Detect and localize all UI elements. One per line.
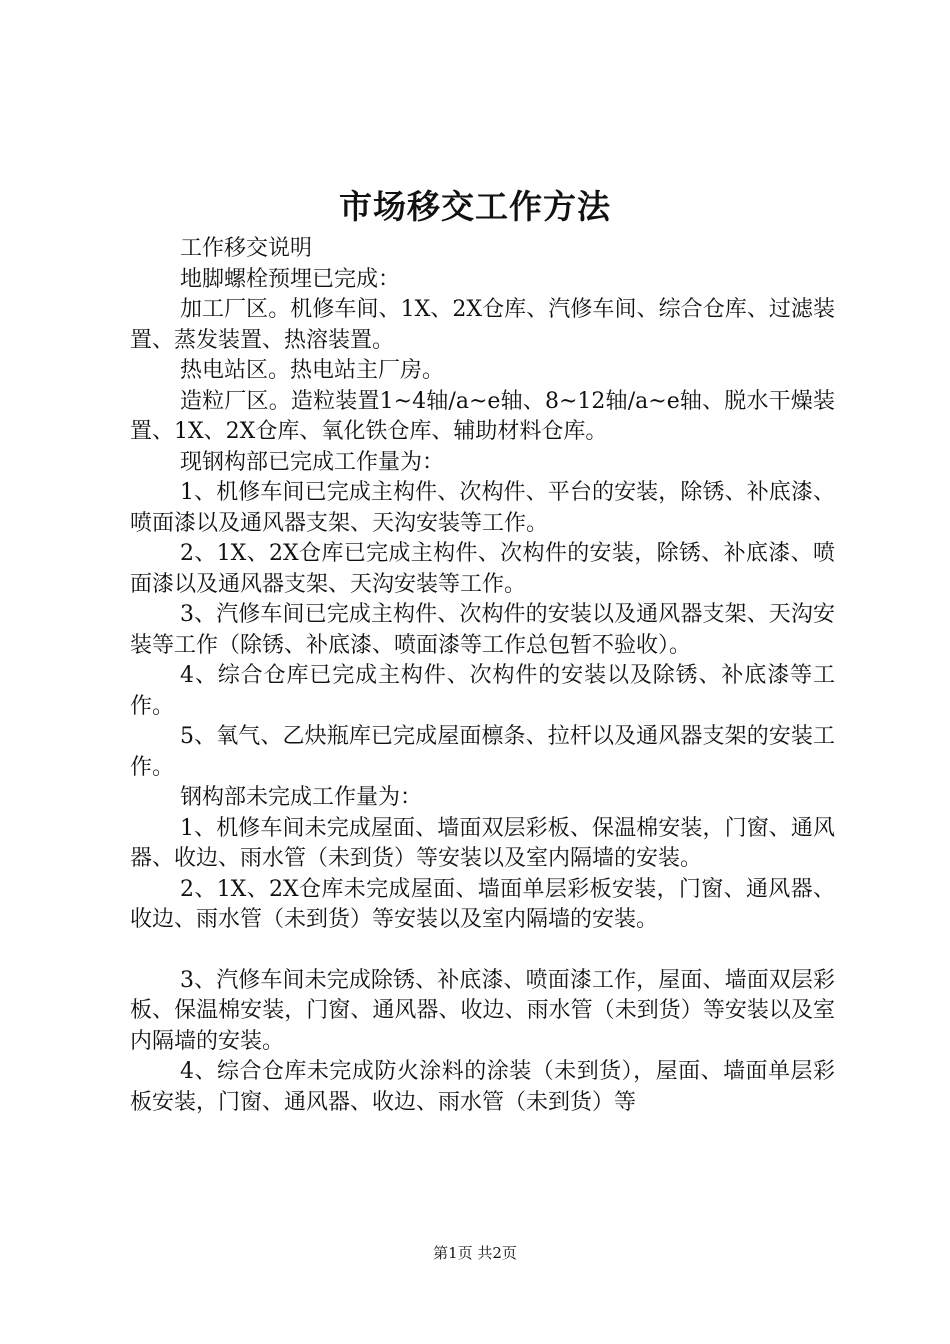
paragraph-processing-area: 加工厂区。机修车间、1X、2X仓库、汽修车间、综合仓库、过滤装置、蒸发装置、热溶装置。 [130, 297, 835, 353]
paragraph-incomplete-3: 3、汽修车间未完成除锈、补底漆、喷面漆工作，屋面、墙面双层彩板、保温棉安装，门窗、通风器、收边、雨水管（未到货）等安装以及室内隔墙的安装。 [130, 967, 835, 1054]
paragraph-incomplete-4: 4、综合仓库未完成防火涂料的涂装（未到货），屋面、墙面单层彩板安装，门窗、通风器、收边、雨水管（未到货）等 [130, 1059, 835, 1115]
paragraph-spacer [130, 936, 835, 966]
paragraph-completed-heading: 现钢构部已完成工作量为： [180, 449, 445, 475]
paragraph-completed-5: 5、氧气、乙炔瓶库已完成屋面檩条、拉杆以及通风器支架的安装工作。 [130, 724, 835, 780]
paragraph-handover-note: 工作移交说明 [180, 236, 313, 261]
document-title: 市场移交工作方法 [339, 187, 611, 226]
paragraph-power-station: 热电站区。热电站主厂房。 [180, 358, 445, 383]
paragraph-completed-1: 1、机修车间已完成主构件、次构件、平台的安装，除锈、补底漆、喷面漆以及通风器支架、天沟安装等工作。 [130, 480, 835, 536]
document-body [130, 234, 835, 1118]
page-footer: 第1页 共2页 [433, 1244, 517, 1262]
paragraph-completed-4: 4、综合仓库已完成主构件、次构件的安装以及除锈、补底漆等工作。 [130, 663, 835, 719]
paragraph-granulation-area: 造粒厂区。造粒装置1~4轴/a~e轴、8~12轴/a~e轴、脱水干燥装置、1X、2X仓库、氧化铁仓库、辅助材料仓库。 [130, 388, 835, 444]
paragraph-completed-2: 2、1X、2X仓库已完成主构件、次构件的安装，除锈、补底漆、喷面漆以及通风器支架、天沟安装等工作。 [130, 541, 835, 597]
paragraph-incomplete-heading: 钢构部未完成工作量为： [180, 785, 423, 810]
paragraph-incomplete-1: 1、机修车间未完成屋面、墙面双层彩板、保温棉安装，门窗、通风器、收边、雨水管（未到货）等安装以及室内隔墙的安装。 [130, 815, 835, 871]
paragraph-incomplete-2: 2、1X、2X仓库未完成屋面、墙面单层彩板安装，门窗、通风器、收边、雨水管（未到货）等安装以及室内隔墙的安装。 [130, 876, 835, 932]
paragraph-anchor-bolts: 地脚螺栓预埋已完成： [180, 266, 401, 292]
paragraph-completed-3: 3、汽修车间已完成主构件、次构件的安装以及通风器支架、天沟安装等工作（除锈、补底漆、喷面漆等工作总包暂不验收）。 [130, 602, 835, 658]
